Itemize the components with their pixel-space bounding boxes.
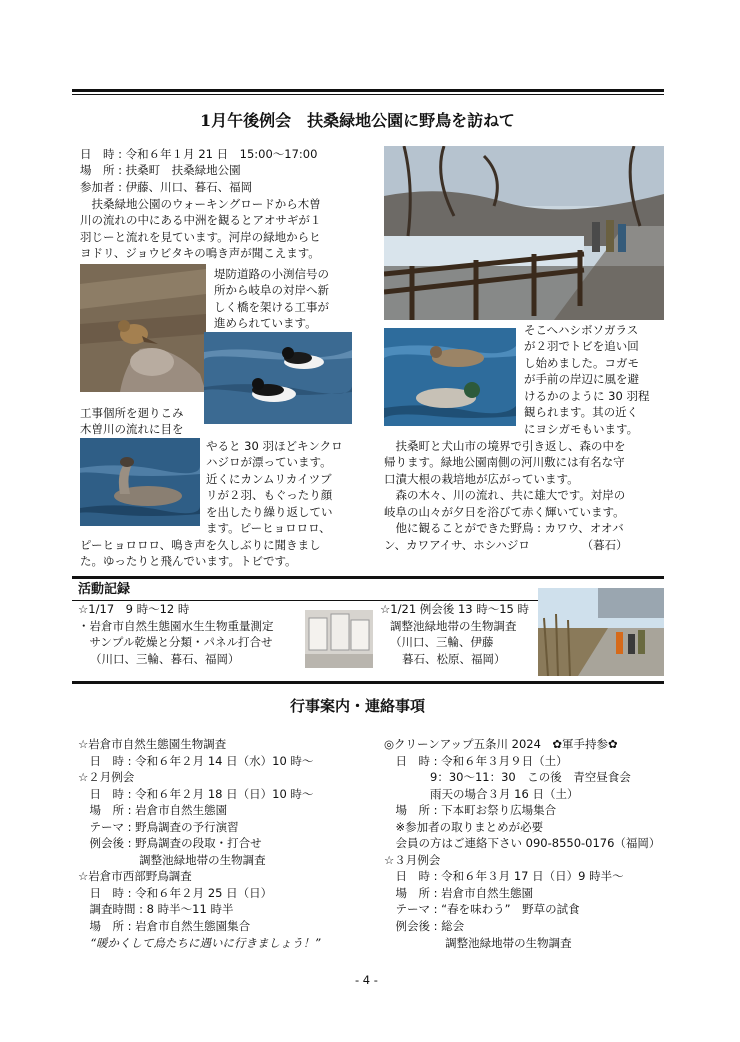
event-right-line: ◎クリーンアップ五条川 2024 ✿軍手持参✿ (384, 737, 618, 751)
top-rule (72, 89, 664, 92)
event-right-line: 雨天の場合３月 16 日（土） (384, 787, 579, 801)
event-left-line: 日 時 : 令和６年２月 14 日（水）10 時〜 (78, 754, 314, 768)
p4-line: 近くにカンムリカイツブ (206, 472, 332, 486)
photo-river-path (384, 146, 664, 320)
p6-line: が２羽でトビを追い回 (524, 339, 639, 353)
activity-right-line: 暮石、松原、福岡） (402, 652, 506, 666)
meta-place: 場 所 : 扶桑町 扶桑緑地公園 (80, 163, 241, 177)
p2-line: 進められています。 (214, 316, 317, 330)
photo-tufted-ducks (204, 332, 352, 424)
event-left-line: ☆岩倉市西部野鳥調査 (78, 869, 192, 883)
event-right-line: 会員の方はご連絡下さい 090-8550-0176（福岡） (384, 836, 661, 850)
event-left-line: ☆２月例会 (78, 770, 135, 784)
top-rule-thin (72, 94, 664, 95)
p1-line: ヨドリ、ジョウビタキの鳴き声が聞こえます。 (80, 246, 320, 260)
p5-line: ピーヒョロロロ、鳴き声を久しぶりに聞きまし (80, 538, 321, 552)
p1-line: 扶桑緑地公園のウォーキングロードから木曽 (80, 197, 321, 211)
event-left-line: 日 時 : 令和６年２月 18 日（日）10 時〜 (78, 787, 314, 801)
p7-line: 口漬大根の栽培地が広がっています。 (384, 472, 579, 486)
photo-teal-ducks (384, 328, 516, 426)
event-left-line: 日 時 : 令和６年２月 25 日（日） (78, 886, 273, 900)
event-left-line: テーマ : 野鳥調査の予行演習 (78, 820, 239, 834)
p1-line: 羽じーと流れを見ています。河岸の緑地からヒ (80, 230, 321, 244)
event-left-line: 場 所 : 岩倉市自然生態園 (78, 803, 228, 817)
p2-line: 堤防道路の小渕信号の (214, 267, 329, 281)
page-number: - 4 - (355, 973, 378, 987)
activity-left-line: サンプル乾燥と分類・パネル打合せ (78, 635, 273, 649)
p2-line: 所から岐阜の対岸へ新 (214, 283, 329, 297)
p6-line: けるかのように 30 羽程 (524, 389, 650, 403)
p6-line: し始めました。コガモ (524, 356, 639, 370)
p4-line: やると 30 羽ほどキンクロ (206, 439, 343, 453)
p4-line: を出したり繰り返してい (206, 505, 333, 519)
activity-heading: 活動記録 (78, 582, 131, 597)
p6-line: そこへハシボソガラス (524, 323, 639, 337)
p7-line: 岐阜の山々が夕日を浴びて赤く輝いています。 (384, 505, 625, 519)
p3-line: 木曽川の流れに目を (80, 422, 184, 436)
p3-line: 工事個所を廻りこみ (80, 406, 184, 420)
photo-sample-bags (305, 610, 373, 668)
activity-rule (72, 576, 664, 579)
p7-line: 他に観ることができた野鳥 : カワウ、オオバ (384, 521, 624, 535)
p7-line: 扶桑町と犬山市の境界で引き返し、森の中を (384, 439, 626, 453)
event-right-line: 日 時 : 令和６年３月９日（土） (384, 754, 568, 768)
event-right-line: 9：30〜11：30 この後 青空昼食会 (384, 770, 631, 784)
p1-line: 川の流れの中にある中洲を観るとアオサギが１ (80, 213, 322, 227)
event-right-line: ※参加者の取りまとめが必要 (384, 820, 544, 834)
photo-grebe (80, 438, 200, 526)
p7-line: 森の木々、川の流れ、共に雄大です。対岸の (384, 488, 626, 502)
event-left-line: 調査時間 : 8 時半〜11 時半 (78, 902, 234, 916)
photo-survey-walk (538, 588, 664, 676)
event-left-line: ☆岩倉市自然生態園生物調査 (78, 737, 227, 751)
activity-right-line: 調整池緑地帯の生物調査 (390, 619, 517, 633)
meta-date: 日 時 : 令和６年１月 21 日 15:00〜17:00 (80, 147, 318, 161)
event-right-line: 場 所 : 下本町お祭り広場集合 (384, 803, 557, 817)
p6-line: 観られます。其の近く (524, 405, 639, 419)
event-right-line: 場 所 : 岩倉市自然生態園 (384, 886, 534, 900)
activity-left-line: （川口、三輪、暮石、福岡） (90, 652, 240, 666)
event-right-line: 日 時 : 令和６年３月 17 日（日）9 時半〜 (384, 869, 624, 883)
event-right-line: 例会後 : 総会 (384, 919, 465, 933)
p2-line: しく橋を架ける工事が (214, 300, 329, 314)
activity-right-line: ☆1/21 例会後 13 時〜15 時 (380, 602, 530, 616)
events-rule (72, 681, 664, 684)
p4-line: ハジロが漂っています。 (206, 455, 332, 469)
article-title: 1月午後例会 扶桑緑地公園に野鳥を訪ねて (200, 111, 515, 130)
event-right-line: 調整池緑地帯の生物調査 (384, 936, 572, 950)
photo-bird-on-branch (80, 264, 206, 392)
activity-left-line: ☆1/17 9 時〜12 時 (78, 602, 190, 616)
event-left-line: 場 所 : 岩倉市自然生態園集合 (78, 919, 251, 933)
event-right-line: テーマ : “春を味わう” 野草の試食 (384, 902, 580, 916)
activity-left-line: ・岩倉市自然生態園水生生物重量測定 (78, 619, 274, 633)
p4-line: リが２羽、もぐったり顔 (206, 488, 333, 502)
p5-line: た。ゆったりと飛んでいます。トビです。 (80, 554, 297, 568)
p4-line: ます。ピーヒョロロロ、 (206, 521, 331, 535)
event-left-line: 例会後 : 野鳥調査の段取・打合せ (78, 836, 262, 850)
activity-right-line: （川口、三輪、伊藤 (390, 635, 494, 649)
event-note: “暖かくして鳥たちに遇いに行きましょう！” (90, 936, 321, 950)
p6-line: にヨシガモもいます。 (524, 422, 639, 436)
p7-line: 帰ります。緑地公園南側の河川敷には有名な守 (384, 455, 625, 469)
event-left-line: 調整池緑地帯の生物調査 (78, 853, 266, 867)
p7-line: ン、カワアイサ、ホシハジロ （暮石） (384, 538, 628, 552)
meta-participants: 参加者 : 伊藤、川口、暮石、福岡 (80, 180, 253, 194)
event-right-line: ☆３月例会 (384, 853, 441, 867)
p6-line: が手前の岸辺に風を避 (524, 372, 639, 386)
events-heading: 行事案内・連絡事項 (290, 697, 426, 715)
